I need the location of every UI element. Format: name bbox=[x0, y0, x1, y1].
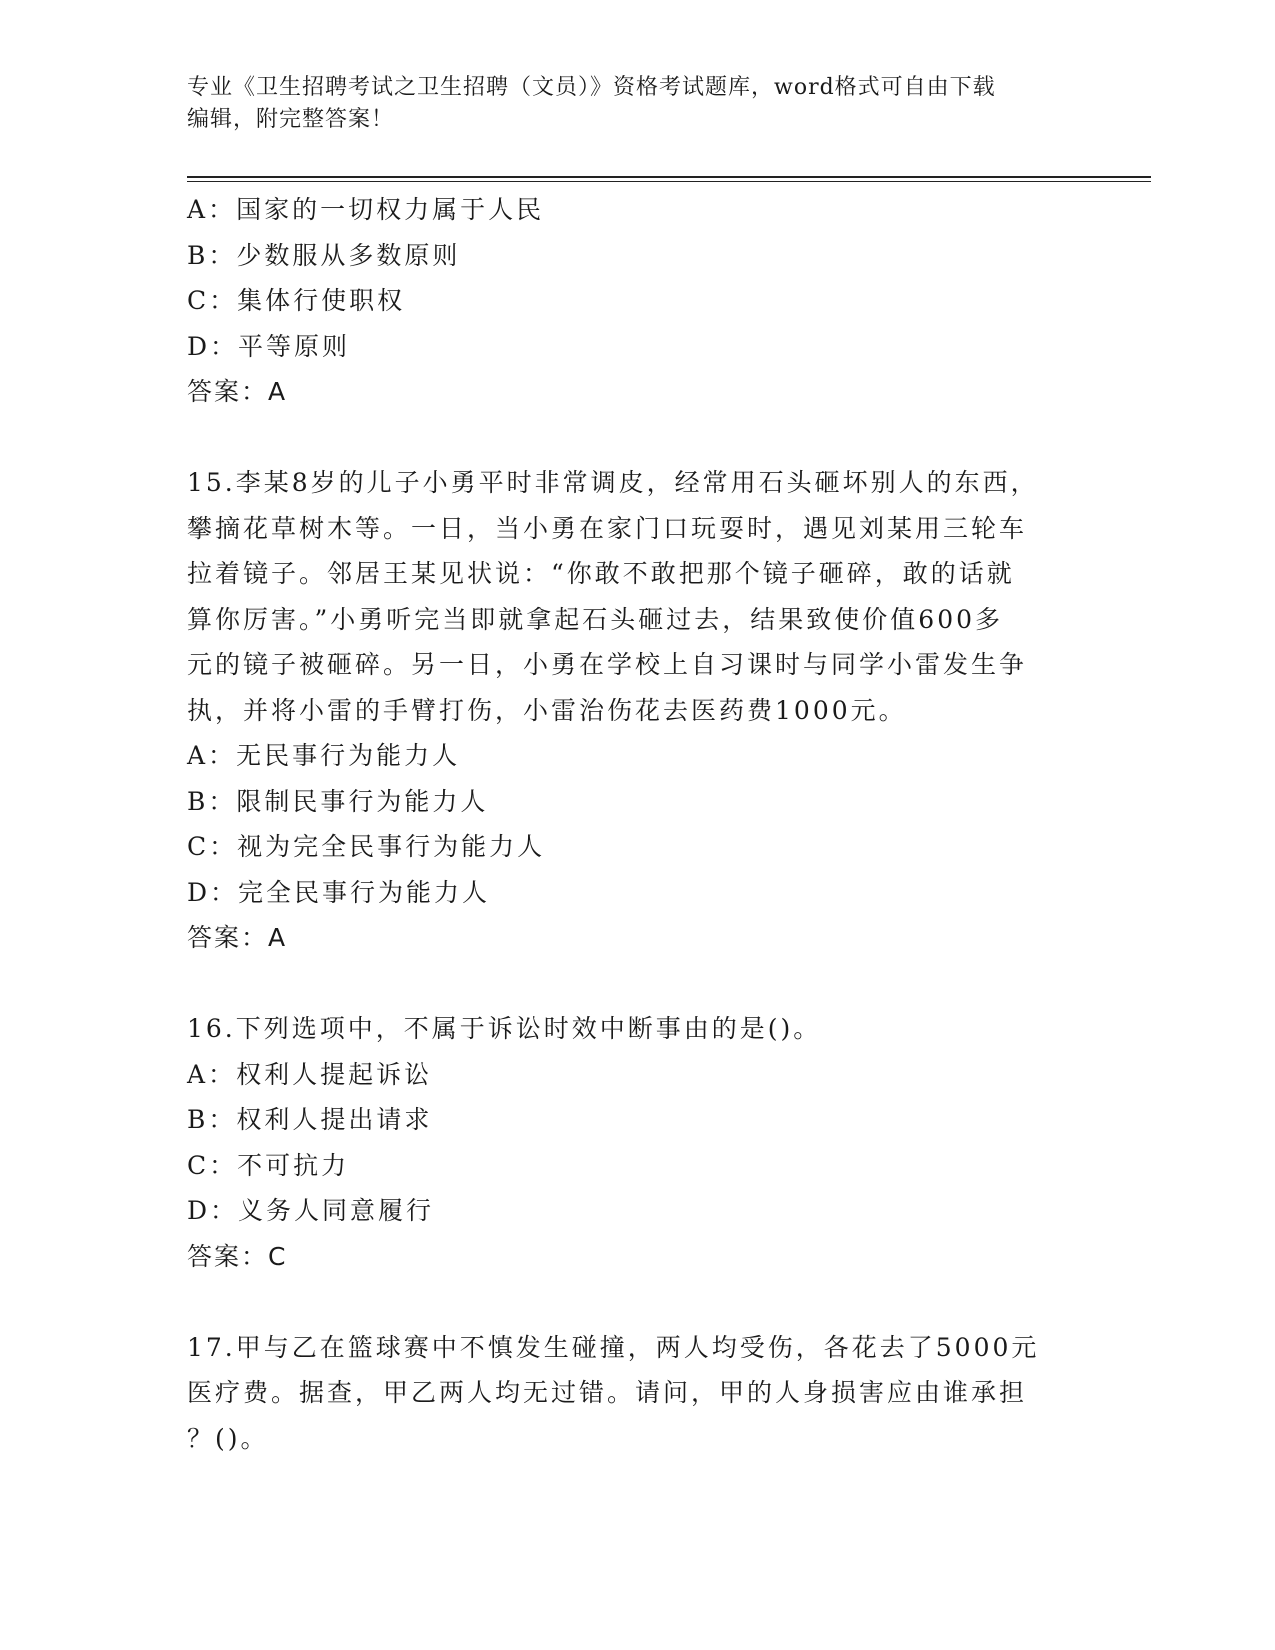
option-c: C：视为完全民事行为能力人 bbox=[187, 832, 546, 861]
header-divider-thin bbox=[187, 181, 1151, 182]
question-text-line: 15.李某8岁的儿子小勇平时非常调皮，经常用石头砸坏别人的东西， bbox=[187, 468, 1039, 497]
option-d: D：平等原则 bbox=[187, 331, 351, 361]
answer: 答案：C bbox=[187, 1241, 288, 1271]
question-text-line: 元的镜子被砸碎。另一日，小勇在学校上自习课时与同学小雷发生争 bbox=[187, 650, 1028, 679]
option-c: C：不可抗力 bbox=[187, 1150, 350, 1180]
header-line-1: 专业《卫生招聘考试之卫生招聘（文员）》资格考试题库，word格式可自由下载 bbox=[187, 75, 996, 100]
question-content bbox=[187, 187, 1067, 1461]
option-c: C：集体行使职权 bbox=[187, 286, 406, 315]
question-17 bbox=[187, 1325, 1067, 1462]
option-a: A：权利人提起诉讼 bbox=[187, 1059, 433, 1089]
spacer bbox=[187, 961, 1067, 1007]
question-16 bbox=[187, 1006, 1067, 1279]
question-text-line: 16.下列选项中，不属于诉讼时效中断事由的是()。 bbox=[187, 1014, 822, 1043]
header-line-2: 编辑，附完整答案！ bbox=[187, 107, 395, 132]
option-d: D：完全民事行为能力人 bbox=[187, 877, 491, 907]
option-d: D：义务人同意履行 bbox=[187, 1196, 435, 1225]
option-b: B：少数服从多数原则 bbox=[187, 240, 461, 270]
spacer bbox=[187, 415, 1067, 461]
question-15 bbox=[187, 460, 1067, 961]
answer: 答案：A bbox=[187, 923, 288, 952]
option-b: B：限制民事行为能力人 bbox=[187, 786, 489, 816]
question-text-line: 执，并将小雷的手臂打伤，小雷治伤花去医药费1000元。 bbox=[187, 695, 907, 725]
document-header bbox=[187, 72, 1087, 136]
question-text-line: 17.甲与乙在篮球赛中不慎发生碰撞，两人均受伤，各花去了5000元 bbox=[187, 1332, 1040, 1362]
question-text-line: 攀摘花草树木等。一日，当小勇在家门口玩耍时，遇见刘某用三轮车 bbox=[187, 513, 1028, 543]
option-b: B：权利人提出请求 bbox=[187, 1105, 433, 1134]
question-text-line: ？()。 bbox=[187, 1423, 269, 1453]
question-text-line: 拉着镜子。邻居王某见状说：“你敢不敢把那个镜子砸碎，敢的话就 bbox=[187, 559, 1015, 588]
option-a: A：无民事行为能力人 bbox=[187, 741, 461, 770]
header-divider-thick bbox=[187, 176, 1151, 178]
question-14 bbox=[187, 187, 1067, 415]
question-text-line: 算你厉害。”小勇听完当即就拿起石头砸过去，结果致使价值600多 bbox=[187, 604, 1004, 634]
option-a: A：国家的一切权力属于人民 bbox=[187, 195, 545, 224]
answer: 答案：A bbox=[187, 377, 288, 406]
spacer bbox=[187, 1279, 1067, 1325]
question-text-line: 医疗费。据查，甲乙两人均无过错。请问，甲的人身损害应由谁承担 bbox=[187, 1378, 1028, 1407]
